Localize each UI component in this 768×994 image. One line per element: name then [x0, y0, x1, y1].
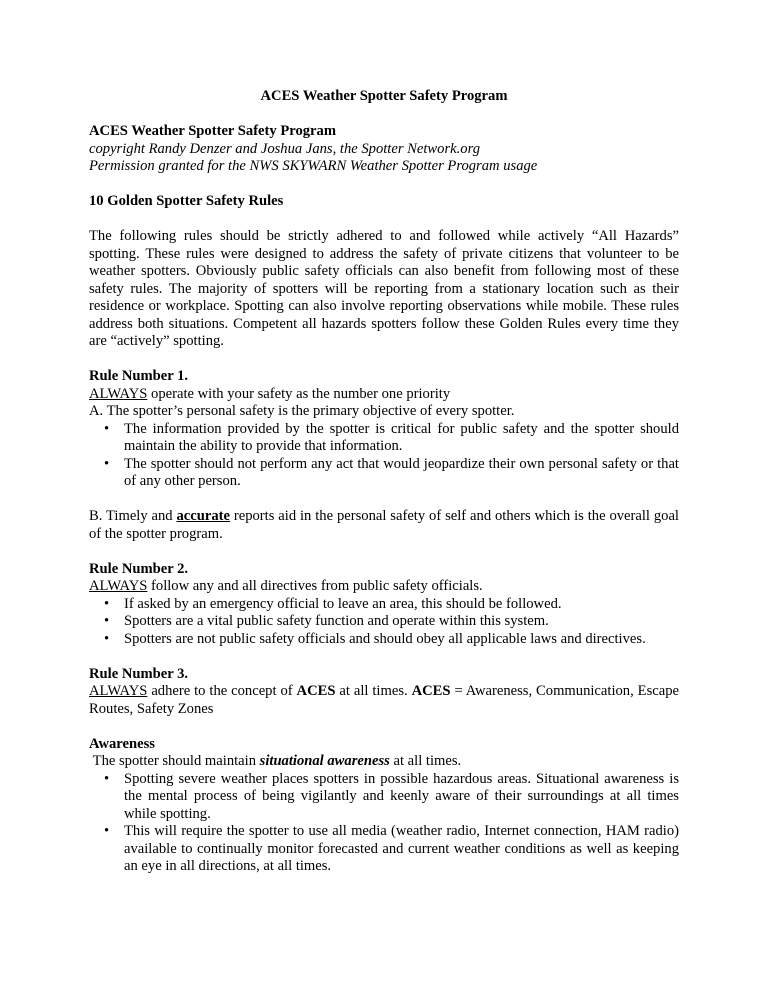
list-item: • Spotters are a vital public safety function and operate within this system. — [104, 613, 549, 629]
rule1-point-a: A. The spotter’s personal safety is the primary objective of every spotter. — [89, 403, 515, 419]
rule2-bullet-list — [89, 596, 679, 649]
program-heading: ACES Weather Spotter Safety Program — [89, 123, 336, 139]
bullet-icon: • — [104, 455, 110, 472]
golden-rules-heading: 10 Golden Spotter Safety Rules — [89, 193, 284, 209]
list-item: • The information provided by the spotter is critical for public safety and the spotter should maintain the ability to provide that information. — [104, 420, 679, 454]
document-page — [89, 88, 679, 876]
list-item: • The spotter should not perform any act that would jeopardize their own personal safety or that of any other person. — [104, 455, 679, 489]
list-item: • Spotting severe weather places spotters in possible hazardous areas. Situational awareness is the mental process of being vigilantly and keenly aware of their surroundings at all times while spotting. — [104, 770, 679, 822]
rule1-always: ALWAYS — [89, 385, 148, 402]
awareness-heading: Awareness — [89, 735, 155, 752]
aces-term: ACES — [411, 683, 451, 699]
bullet-icon: • — [104, 613, 110, 629]
copyright-line: copyright Randy Denzer and Joshua Jans, the Spotter Network.org — [89, 140, 481, 157]
rule1-point-b: B. Timely and accurate reports aid in the personal safety of self and others which is the overall goal of the spotter program. — [89, 508, 679, 542]
list-item: • Spotters are not public safety officials and should obey all applicable laws and directives. — [104, 630, 646, 647]
bullet-icon: • — [104, 770, 110, 787]
bullet-icon: • — [104, 595, 110, 612]
list-item: • If asked by an emergency official to leave an area, this should be followed. — [104, 595, 562, 612]
permission-line: Permission granted for the NWS SKYWARN Weather Spotter Program usage — [89, 158, 538, 174]
list-item: • This will require the spotter to use all media (weather radio, Internet connection, HAM radio) available to continually monitor forecasted and current weather conditions as well as keeping an eye in all directions, at all times. — [104, 823, 679, 874]
aces-term: ACES — [296, 683, 336, 699]
bullet-icon: • — [104, 630, 110, 647]
rule2-heading: Rule Number 2. — [89, 560, 189, 577]
awareness-bullet-list — [89, 771, 679, 876]
document-title: ACES Weather Spotter Safety Program — [260, 88, 508, 104]
rule3-statement: ALWAYS adhere to the concept of ACES at all times. ACES = Awareness, Communication, Escape Routes, Safety Zones — [89, 683, 679, 717]
bullet-icon: • — [104, 420, 110, 437]
golden-rules-intro: The following rules should be strictly adhered to and followed while actively “All Hazards” spotting. These rules were designed to address the safety of private citizens that volunteer to be weather spotters. Obviously public safety officials can also benefit from following most of these safety rules. The majority of spotters will be reporting from a stationary location such as their residence or workplace. Spotting can also involve reporting observations while mobile. These rules address both situations. Competent all hazards spotters follow these Golden Rules every time they are “actively” spotting. — [89, 228, 679, 349]
rule3-heading: Rule Number 3. — [89, 665, 189, 682]
rule1-statement: ALWAYS operate with your safety as the number one priority — [89, 385, 451, 402]
accurate-emphasis: accurate — [176, 508, 230, 524]
rule1-bullet-list — [89, 421, 679, 491]
bullet-icon: • — [104, 823, 110, 839]
rule3-always: ALWAYS — [89, 683, 148, 699]
rule2-statement: ALWAYS follow any and all directives from public safety officials. — [89, 578, 483, 594]
situational-awareness-emphasis: situational awareness — [259, 753, 390, 769]
rule2-always: ALWAYS — [89, 578, 148, 594]
rule1-heading: Rule Number 1. — [89, 368, 189, 384]
awareness-intro: The spotter should maintain situational awareness at all times. — [89, 753, 462, 769]
